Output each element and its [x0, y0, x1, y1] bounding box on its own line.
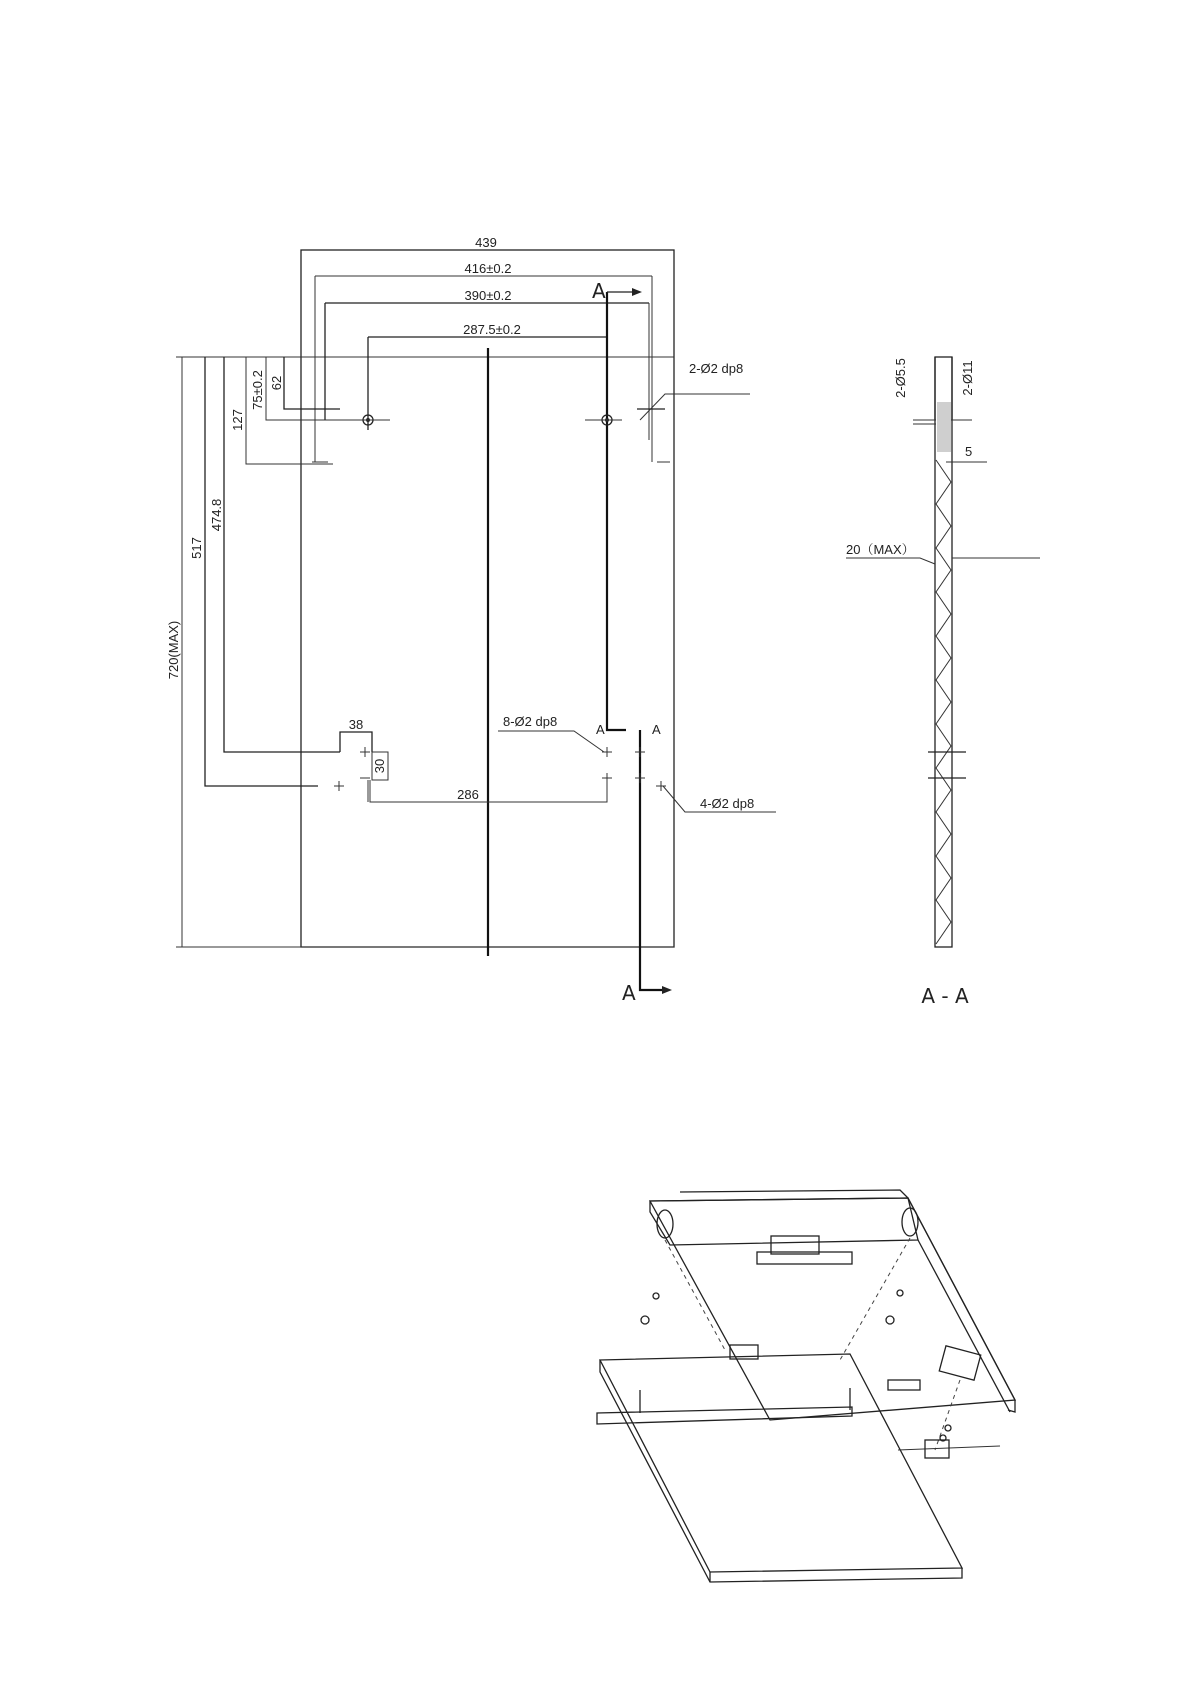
dim-474-label: 474.8: [209, 498, 224, 532]
callout-mid-holes: 8-Ø2 dp8: [503, 714, 558, 729]
dim-416: [315, 276, 652, 462]
screw-3: [897, 1290, 903, 1296]
assembly-line-right: [840, 1238, 910, 1360]
dim-30-label: 30: [372, 758, 387, 774]
door-slot: [888, 1380, 920, 1390]
door-panel: [600, 1354, 962, 1572]
dim-38-label: 38: [348, 717, 364, 732]
section-dim-55: 2-Ø5.5: [893, 358, 908, 398]
hinge-recess: [937, 402, 951, 452]
callout-low-holes: 4-Ø2 dp8: [700, 796, 755, 811]
dim-62-line: [284, 357, 340, 409]
right-hole-marks: [312, 409, 670, 462]
dim-439-label: 439: [475, 235, 497, 250]
section-view: [846, 357, 1040, 1008]
section-dim-20: 20（MAX）: [846, 542, 915, 557]
hinge-left: [657, 1210, 673, 1238]
dim-75-label: 75±0.2: [250, 370, 265, 410]
dim-287-label: 287.5±0.2: [463, 322, 521, 337]
top-left-hole: [352, 415, 390, 425]
hinge-right: [902, 1208, 918, 1236]
section-hatching: [936, 460, 951, 944]
section-label: A - A: [921, 984, 969, 1008]
section-dim-11: 2-Ø11: [960, 360, 975, 396]
door-handle: [597, 1407, 852, 1424]
dim-720-label: 720(MAX): [166, 620, 181, 680]
control-handle: [771, 1236, 819, 1254]
dim-416-label: 416±0.2: [464, 261, 512, 276]
assembly-illustration: [597, 1190, 1015, 1582]
leader-20: [846, 558, 935, 564]
section-mark-mid-right: A: [652, 722, 661, 737]
assembly-line-left: [665, 1240, 725, 1350]
section-dim-5: 5: [965, 444, 973, 459]
section-mark-mid-left: A: [596, 722, 605, 737]
dim-390-label: 390±0.2: [464, 288, 512, 303]
screw-4: [886, 1316, 894, 1324]
leader-mid-holes: [498, 731, 604, 752]
screw-2: [641, 1316, 649, 1324]
dim-517-label: 517: [189, 537, 204, 559]
leader-top-holes: [640, 394, 750, 420]
section-line-top: [607, 288, 642, 730]
appliance-front-edge: [650, 1198, 918, 1245]
appliance-top: [650, 1198, 1015, 1420]
section-mark-top: A: [592, 279, 606, 303]
mount-plate: [939, 1346, 981, 1380]
top-right-hole: [585, 415, 622, 425]
section-line-bottom: [640, 730, 672, 994]
dim-286-label: 286: [457, 787, 479, 802]
callout-top-holes: 2-Ø2 dp8: [689, 361, 744, 376]
screw-1: [653, 1293, 659, 1299]
front-view: [166, 235, 776, 1005]
dim-62-label: 62: [269, 375, 284, 391]
dim-127-label: 127: [230, 409, 245, 431]
section-mark-bottom: A: [622, 981, 636, 1005]
